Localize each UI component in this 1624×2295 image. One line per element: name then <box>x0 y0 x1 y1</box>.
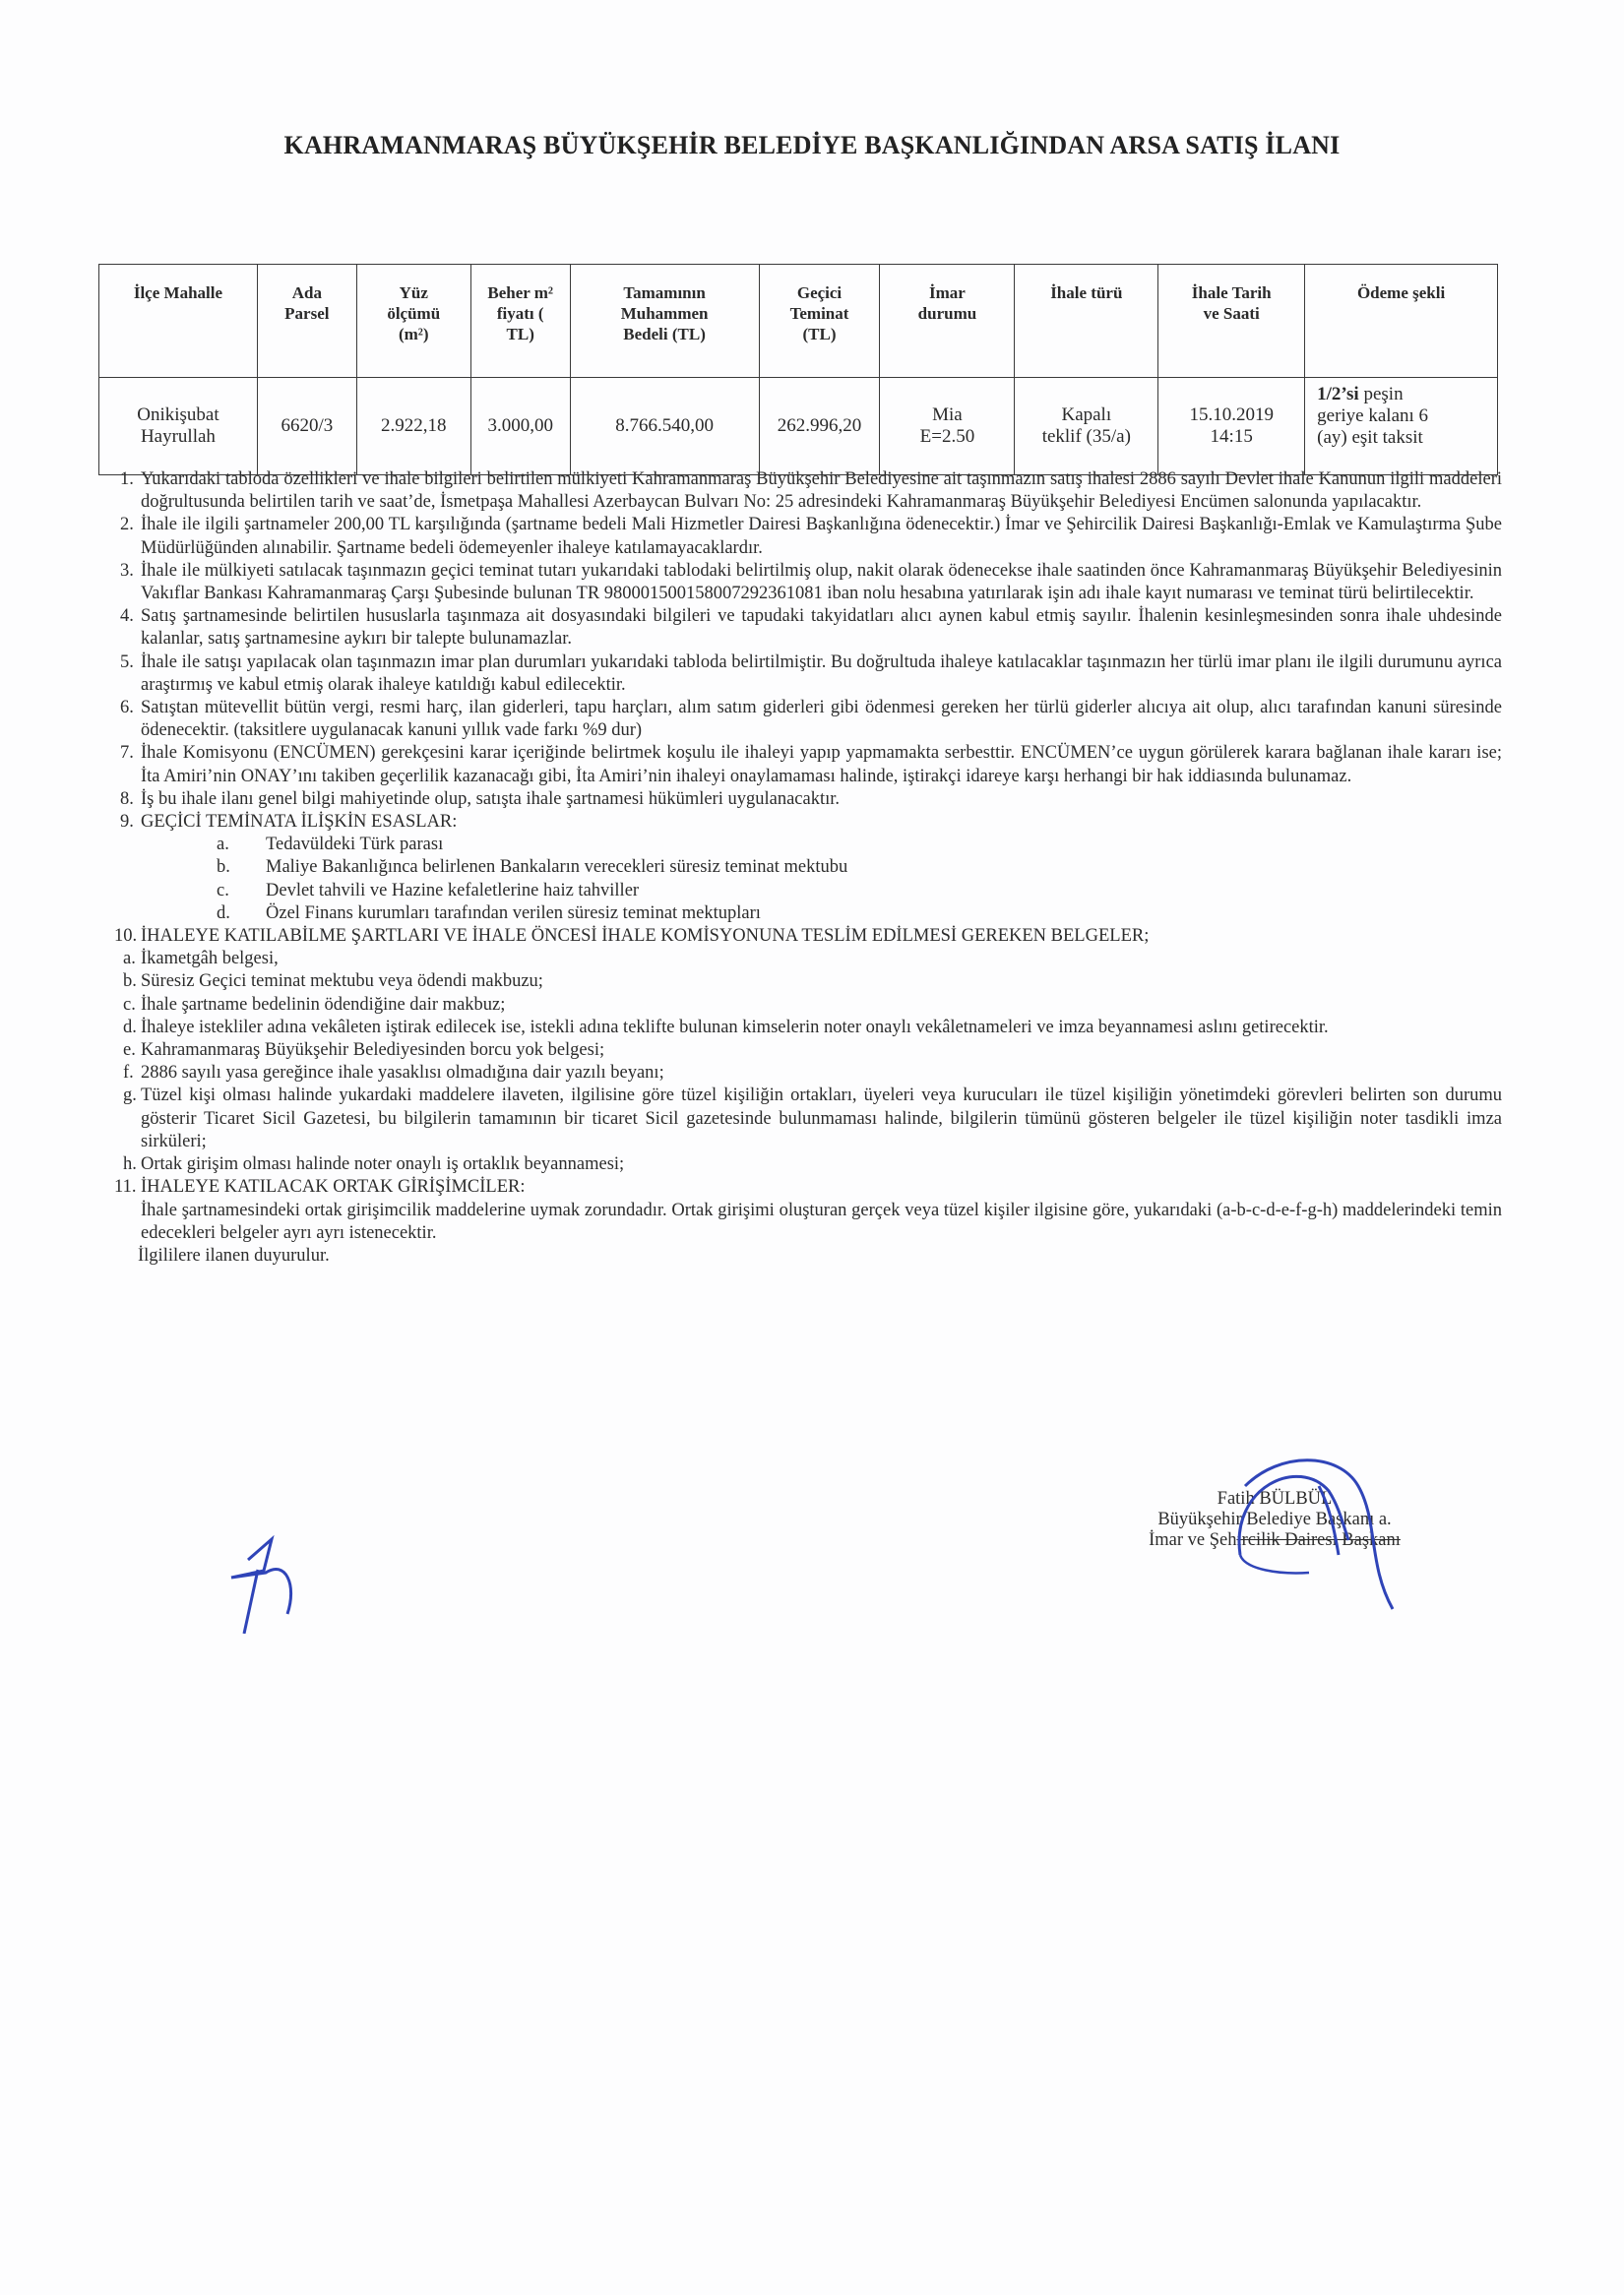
signatory-name: Fatih BÜLBÜL <box>1217 1489 1333 1509</box>
signatory-title: Büyükşehir Belediye Başkanı a. <box>1157 1510 1392 1529</box>
sub-list-item: b. Süresiz Geçici teminat mektubu veya ödendi makbuzu; <box>123 971 543 992</box>
column-header: İmar durumu <box>880 265 1015 378</box>
list-item: 5. İhale ile satışı yapılacak olan taşınmazın imar plan durumları yukarıdaki tabloda belirtilmiştir. Bu doğrultuda ihaleye katılacaklar taşınmazın her türlü imar planı ile ilgili durumunu ayrıca araştırmış ve kabul etmiş olarak ihaleye katıldığı kabul edilecektir. <box>120 651 1502 695</box>
column-header: Geçici Teminat (TL) <box>759 265 880 378</box>
list-item: 7. İhale Komisyonu (ENCÜMEN) gerekçesini karar içeriğinde belirtmek koşulu ile ihaleyi yapıp yapmamakta serbesttir. ENCÜMEN’ce uygun görülerek karara bağlanan ihale kararı ise; İta Amiri’nin ONAY’ını takiben geçerlilik kazanacağı gibi, İta Amiri’nin ihaleyi onaylamaması halinde, iştirakçi idareye karşı herhangi bir hak iddiasında bulunamaz. <box>120 743 1502 786</box>
cell-muhammen-bedel: 8.766.540,00 <box>570 378 759 475</box>
table-row <box>99 378 1498 475</box>
column-header: Tamamının Muhammen Bedeli (TL) <box>570 265 759 378</box>
item11-body: İhale şartnamesindeki ortak girişimcilik maddelerine uymak zorundadır. Ortak girişimi oluşturan gerçek veya tüzel kişiler ilgisine göre, yukarıdaki (a-b-c-d-e-f-g-h) maddelerindeki temin edecekleri belgeler ayrı ayrı istenecektir. <box>141 1200 1502 1243</box>
sub-list-item: c. İhale şartname bedelinin ödendiğine dair makbuz; <box>123 994 506 1015</box>
column-header: Yüz ölçümü (m²) <box>356 265 470 378</box>
cell-ihale-turu: Kapalı teklif (35/a) <box>1015 378 1158 475</box>
column-header: İhale Tarih ve Saati <box>1158 265 1305 378</box>
list-item: 11. İHALEYE KATILACAK ORTAK GİRİŞİMCİLER: <box>114 1177 526 1198</box>
cell-odeme-sekli: 1/2’si peşin geriye kalanı 6 (ay) eşit taksit <box>1305 378 1498 475</box>
column-header: Ödeme şekli <box>1305 265 1498 378</box>
signature-mark-left <box>217 1525 335 1634</box>
cell-ilce-mahalle: Onikişubat Hayrullah <box>99 378 258 475</box>
column-header: Ada Parsel <box>257 265 356 378</box>
cell-ada-parsel: 6620/3 <box>257 378 356 475</box>
sub-list-item: a. İkametgâh belgesi, <box>123 949 279 969</box>
cell-ihale-tarih: 15.10.2019 14:15 <box>1158 378 1305 475</box>
list-item: 10. İHALEYE KATILABİLME ŞARTLARI VE İHALE ÖNCESİ İHALE KOMİSYONUNA TESLİM EDİLMESİ GEREKEN BELGELER; <box>114 926 1150 947</box>
cell-gecici-teminat: 262.996,20 <box>759 378 880 475</box>
sub-list-item: f. 2886 sayılı yasa gereğince ihale yasaklısı olmadığına dair yazılı beyanı; <box>123 1063 664 1084</box>
sub-list-item: c. Devlet tahvili ve Hazine kefaletlerine haiz tahviller <box>217 880 640 900</box>
cell-beher-fiyat: 3.000,00 <box>470 378 570 475</box>
column-header: İhale türü <box>1015 265 1158 378</box>
terms-section <box>98 468 1502 1268</box>
list-item: 2. İhale ile ilgili şartnameler 200,00 TL karşılığında (şartname bedeli Mali Hizmetler Dairesi Başkanlığına ödenecektir.) İmar ve Şehircilik Dairesi Başkanlığı-Emlak ve Kamulaştırma Şube Müdürlüğünden alınabilir. Şartname bedeli ödemeyenler ihaleye katılamayacaklardır. <box>120 515 1502 558</box>
sub-list-item: g. Tüzel kişi olması halinde yukardaki maddelere ilaveten, ilgilisine göre tüzel kişiliğin ortakları, üyeleri veya kurucuları ile tüzel kişiliğin yönetimdeki görevleri belirten son durumu gösterir Ticaret Sicil Gazetesi, bu bilgilerin tamamının bir ticaret Sicil gazetesinde bulunmaması halinde, bilgilerin tümünü gösteren belgeler ile tüzel kişiliğin noter tasdikli imza sirküleri; <box>123 1085 1502 1151</box>
list-item: 3. İhale ile mülkiyeti satılacak taşınmazın geçici teminat tutarı yukarıdaki tablodaki belirtilmiş olup, nakit olarak ödenecekse ihale saatinden önce Kahramanmaraş Büyükşehir Belediyesinin Vakıflar Bankası Kahramanmaraş Çarşı Şubesinde bulunan TR 980001500158007292361081 iban nolu hesabına yatırılarak işin adı ihale kayıt numarası ve teminat türü belirtilecektir. <box>120 560 1502 604</box>
closing-line: İlgililere ilanen duyurulur. <box>138 1245 330 1266</box>
list-item: 4. Satış şartnamesinde belirtilen hususlarla taşınmaza ait dosyasındaki bilgileri ve tapudaki takyidatları alıcı aynen kabul etmiş sayılır. İhalenin kesinleşmesinden sonra ihale uhdesinde kalanlar, satış şartnamesine aykırı bir talepte bulunamazlar. <box>120 606 1502 650</box>
sub-list-item: d. İhaleye istekliler adına vekâleten iştirak edilecek ise, istekli adına teklifte bulunan kimselerin noter onaylı vekâletnameleri ve imza beyannamesi aslını getirecektir. <box>123 1017 1329 1037</box>
cell-yuz-olcumu: 2.922,18 <box>356 378 470 475</box>
list-item: 9. GEÇİCİ TEMİNATA İLİŞKİN ESASLAR: <box>120 812 458 833</box>
sub-list-item: d. Özel Finans kurumları tarafından verilen süresiz teminat mektupları <box>217 902 761 923</box>
signatory-department: İmar ve Şehircilik Dairesi Başkanı <box>1149 1530 1401 1550</box>
sub-list-item: h. Ortak girişim olması halinde noter onaylı iş ortaklık beyannamesi; <box>123 1154 625 1175</box>
table-header-row <box>99 265 1498 378</box>
column-header: Beher m² fiyatı ( TL) <box>470 265 570 378</box>
list-item: 6. Satıştan mütevellit bütün vergi, resmi harç, ilan giderleri, tapu harçları, alım satım giderleri gibi ödenmesi gereken her türlü giderler alıcıya ait olup, alıcı tarafından kanuni süresinde ödenecektir. (taksitlere uygulanacak kanuni yıllık vade farkı %9 dur) <box>120 698 1502 741</box>
column-header: İlçe Mahalle <box>99 265 258 378</box>
list-item: 8. İş bu ihale ilanı genel bilgi mahiyetinde olup, satışta ihale şartnamesi hükümleri uygulanacaktır. <box>120 788 841 809</box>
sub-list-item: b. Maliye Bakanlığınca belirlenen Bankaların verecekleri süresiz teminat mektubu <box>217 857 848 878</box>
page-title: KAHRAMANMARAŞ BÜYÜKŞEHİR BELEDİYE BAŞKANLIĞINDAN ARSA SATIŞ İLANI <box>283 131 1341 159</box>
sub-list-item: e. Kahramanmaraş Büyükşehir Belediyesinden borcu yok belgesi; <box>123 1040 605 1061</box>
list-item: 1. Yukarıdaki tabloda özellikleri ve ihale bilgileri belirtilen mülkiyeti Kahramanmaraş Büyükşehir Belediyesine ait taşınmazın satış ihalesi 2886 sayılı Devlet ihale Kanunun ilgili maddeleri doğrultusunda belirtilen tarih ve saat’de, İsmetpaşa Mahallesi Azerbaycan Bulvarı No: 25 adresindeki Kahramanmaraş Büyükşehir Belediyesi Encümen salonunda yapılacaktır. <box>120 469 1502 513</box>
sub-list-item: a. Tedavüldeki Türk parası <box>217 835 444 855</box>
signature-mark-right <box>1220 1447 1417 1624</box>
cell-imar-durumu: Mia E=2.50 <box>880 378 1015 475</box>
tender-table <box>98 264 1498 475</box>
